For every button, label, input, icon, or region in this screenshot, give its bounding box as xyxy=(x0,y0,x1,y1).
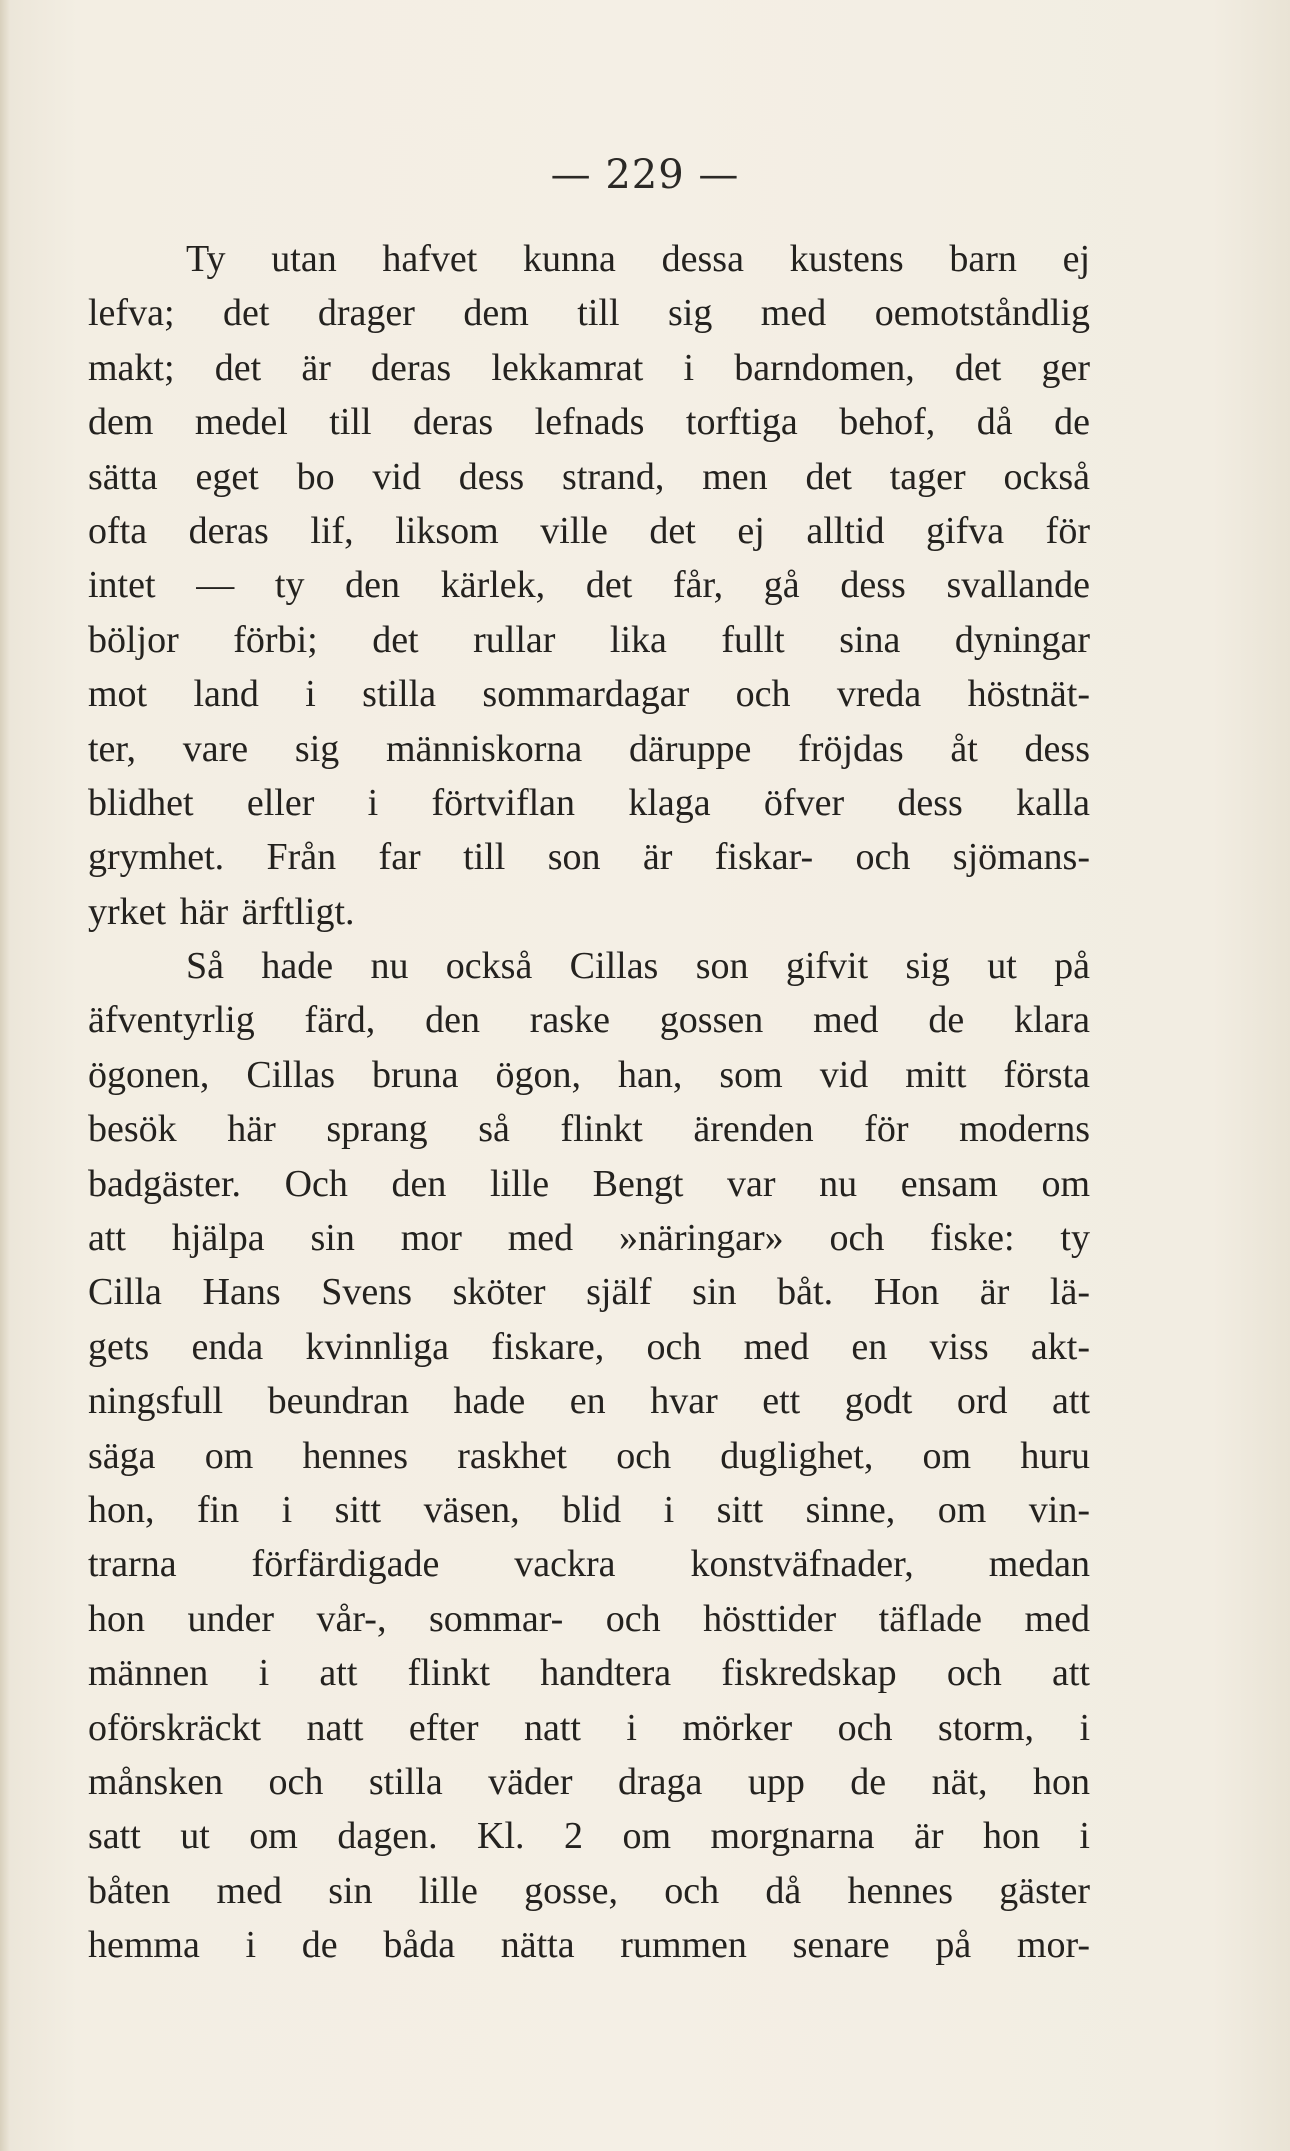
text-line: ögonen, Cillas bruna ögon, han, som vid mitt första xyxy=(88,1053,1090,1096)
text-line: Så hade nu också Cillas son gifvit sig ut på xyxy=(186,945,1090,988)
text-line: Ty utan hafvet kunna dessa kustens barn ej xyxy=(186,238,1090,280)
text-line: ofta deras lif, liksom ville det ej alltid gifva för xyxy=(88,509,1090,552)
text-line: grymhet. Från far till son är fiskar- och sjömans- xyxy=(88,836,1090,879)
text-line: månsken och stilla väder draga upp de nät, hon xyxy=(88,1760,1090,1803)
text-line: yrket här ärftligt. xyxy=(88,890,355,933)
text-line: männen i att flinkt handtera fiskredskap och att xyxy=(88,1652,1090,1695)
text-line: hemma i de båda nätta rummen senare på mor- xyxy=(88,1924,1090,1967)
text-line: trarna förfärdigade vackra konstväfnader, medan xyxy=(88,1543,1090,1586)
text-line: äfventyrlig färd, den raske gossen med de klara xyxy=(88,999,1090,1042)
text-line: intet — ty den kärlek, det får, gå dess svallande xyxy=(88,564,1090,607)
text-line: hon, fin i sitt väsen, blid i sitt sinne, om vin- xyxy=(88,1488,1090,1531)
page-number: — 229 — xyxy=(550,152,740,198)
text-line: badgäster. Och den lille Bengt var nu ensam om xyxy=(88,1162,1090,1205)
text-line: sätta eget bo vid dess strand, men det tager också xyxy=(88,455,1090,498)
page-edge-shadow xyxy=(0,0,10,2151)
text-line: makt; det är deras lekkamrat i barndomen, det ger xyxy=(88,346,1090,389)
text-line: besök här sprang så flinkt ärenden för moderns xyxy=(88,1108,1090,1151)
text-line: dem medel till deras lefnads torftiga behof, då de xyxy=(88,401,1090,444)
text-line: hon under vår-, sommar- och hösttider täflade med xyxy=(88,1597,1090,1640)
text-line: gets enda kvinnliga fiskare, och med en viss akt- xyxy=(88,1325,1090,1368)
text-line: mot land i stilla sommardagar och vreda höstnät- xyxy=(88,673,1090,716)
text-line: Cilla Hans Svens sköter själf sin båt. Hon är lä- xyxy=(88,1271,1090,1314)
text-line: ter, vare sig människorna däruppe fröjdas åt dess xyxy=(88,727,1090,770)
text-line: att hjälpa sin mor med »näringar» och fiske: ty xyxy=(88,1217,1090,1260)
text-line: oförskräckt natt efter natt i mörker och storm, i xyxy=(88,1706,1090,1749)
text-line: böljor förbi; det rullar lika fullt sina dyningar xyxy=(88,618,1090,661)
text-line: ningsfull beundran hade en hvar ett godt ord att xyxy=(88,1380,1090,1423)
text-line: satt ut om dagen. Kl. 2 om morgnarna är hon i xyxy=(88,1815,1090,1858)
text-line: lefva; det drager dem till sig med oemotståndlig xyxy=(88,292,1090,335)
text-line: säga om hennes raskhet och duglighet, om huru xyxy=(88,1434,1090,1477)
text-line: blidhet eller i förtviflan klaga öfver dess kalla xyxy=(88,781,1090,824)
text-line: båten med sin lille gosse, och då hennes gäster xyxy=(88,1869,1090,1912)
body-text xyxy=(88,232,1090,1973)
